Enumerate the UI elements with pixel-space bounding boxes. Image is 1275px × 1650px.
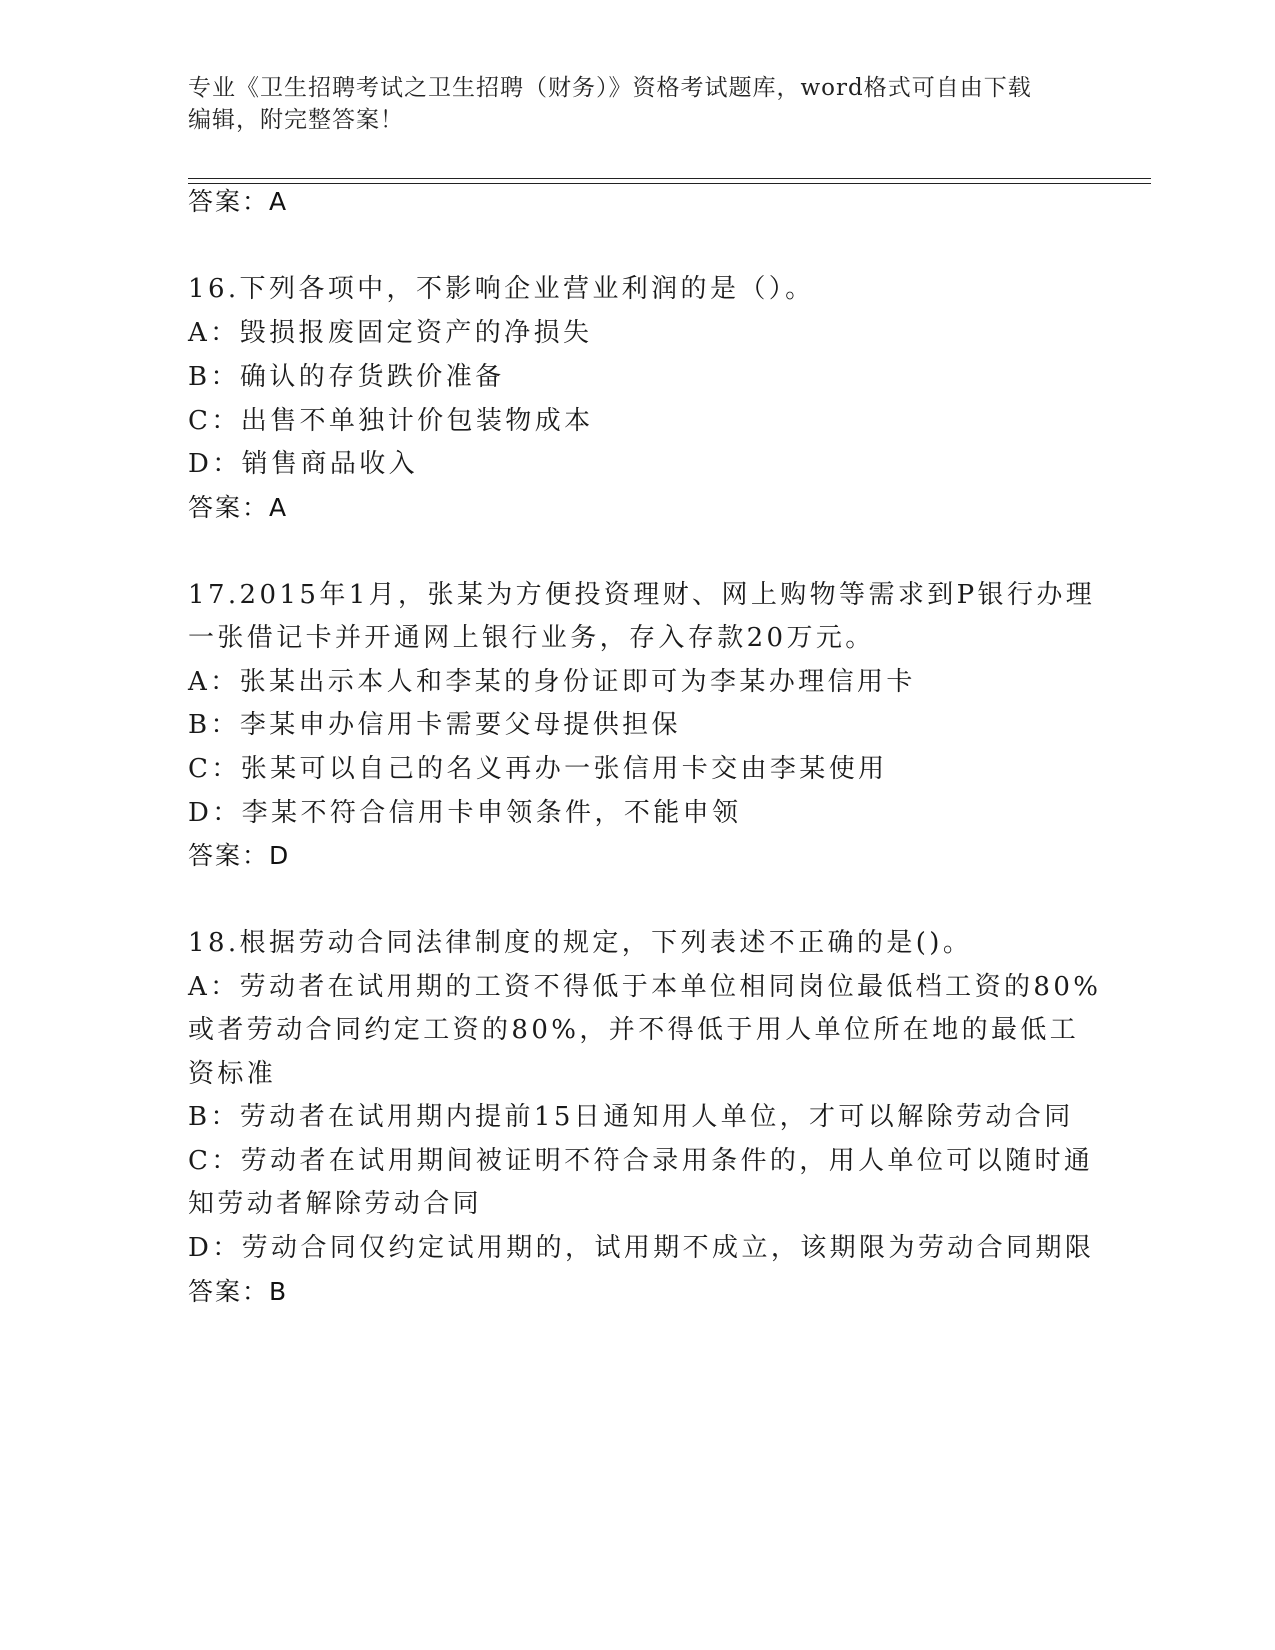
question-18-answer: 答案：B	[188, 1277, 289, 1306]
header-divider-top	[188, 178, 1151, 179]
question-16-option-c: C：出售不单独计价包装物成本	[188, 406, 594, 436]
question-18-option-c-line-2: 知劳动者解除劳动合同	[188, 1189, 483, 1219]
question-17-option-d: D：李某不符合信用卡申领条件，不能申领	[188, 798, 742, 828]
question-18-option-a-line-3: 资标准	[188, 1059, 277, 1089]
question-18-option-d: D：劳动合同仅约定试用期的，试用期不成立，该期限为劳动合同期限	[188, 1233, 1095, 1263]
question-18-option-c-line-1: C：劳动者在试用期间被证明不符合录用条件的，用人单位可以随时通	[188, 1146, 1094, 1176]
header-line-2: 编辑，附完整答案！	[188, 107, 404, 133]
question-17-stem-line-2: 一张借记卡并开通网上银行业务，存入存款20万元。	[188, 623, 875, 653]
header-divider-bottom	[188, 183, 1151, 184]
question-16-option-a: A：毁损报废固定资产的净损失	[188, 318, 593, 348]
document-header	[188, 72, 1068, 136]
question-17-answer: 答案：D	[188, 841, 291, 870]
question-18-option-a-line-1: A：劳动者在试用期的工资不得低于本单位相同岗位最低档工资的80%	[188, 972, 1102, 1002]
question-16-stem: 16.下列各项中，不影响企业营业利润的是（）。	[188, 274, 815, 304]
question-18-option-b: B：劳动者在试用期内提前15日通知用人单位，才可以解除劳动合同	[188, 1102, 1074, 1132]
question-18-option-a-line-2: 或者劳动合同约定工资的80%，并不得低于用人单位所在地的最低工	[188, 1015, 1080, 1045]
question-16-option-d: D：销售商品收入	[188, 449, 419, 479]
header-line-1: 专业《卫生招聘考试之卫生招聘（财务）》资格考试题库，word格式可自由下载	[188, 75, 1032, 101]
question-17-option-b: B：李某申办信用卡需要父母提供担保	[188, 710, 681, 740]
previous-answer: 答案：A	[188, 187, 289, 216]
question-17-option-a: A：张某出示本人和李某的身份证即可为李某办理信用卡	[188, 667, 916, 697]
question-16-option-b: B：确认的存货跌价准备	[188, 362, 505, 392]
question-17-stem-line-1: 17.2015年1月，张某为方便投资理财、网上购物等需求到P银行办理	[188, 580, 1096, 610]
question-17-option-c: C：张某可以自己的名义再办一张信用卡交由李某使用	[188, 754, 888, 784]
question-18-stem: 18.根据劳动合同法律制度的规定，下列表述不正确的是()。	[188, 928, 973, 958]
question-16-answer: 答案：A	[188, 493, 289, 522]
